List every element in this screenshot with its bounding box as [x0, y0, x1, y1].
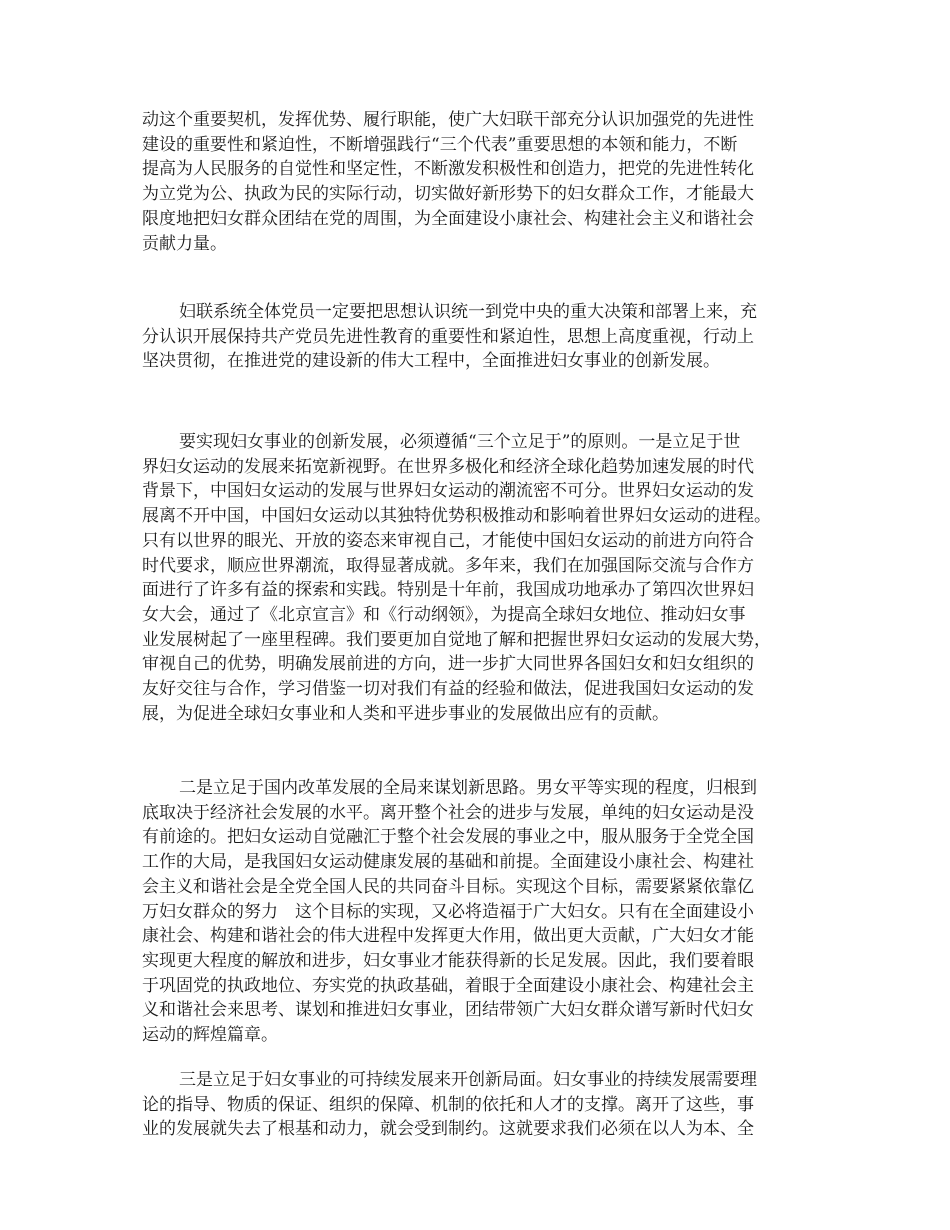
text-line: 义和谐社会来思考、谋划和推进妇女事业，团结带领广大妇女群众谱写新时代妇女	[142, 1000, 754, 1021]
text-line: 面进行了许多有益的探索和实践。特别是十年前，我国成功地承办了第四次世界妇	[142, 580, 754, 601]
text-line: 友好交往与合作，学习借鉴一切对我们有益的经验和做法，促进我国妇女运动的发	[142, 679, 754, 700]
text-line: 提高为人民服务的自觉性和坚定性，不断激发积极性和创造力，把党的先进性转化	[142, 159, 754, 180]
text-line: 业发展树起了一座里程碑。我们要更加自觉地了解和把握世界妇女运动的发展大势，	[142, 629, 771, 650]
paragraph-4	[142, 776, 822, 1048]
text-line: 审视自己的优势，明确发展前进的方向，进一步扩大同世界各国妇女和妇女组织的	[142, 654, 754, 675]
text-line: 只有以世界的眼光、开放的姿态来审视自己，才能使中国妇女运动的前进方向符合	[142, 530, 754, 551]
paragraph-3	[142, 430, 822, 726]
text-line: 业的发展就失去了根基和动力，就会受到制约。这就要求我们必须在以人为本、全	[142, 1119, 754, 1140]
text-line: 时代要求，顺应世界潮流，取得显著成就。多年来，我们在加强国际交流与合作方	[142, 555, 754, 576]
text-line: 底取决于经济社会发展的水平。离开整个社会的进步与发展，单纯的妇女运动是没	[142, 802, 754, 823]
text-line: 工作的大局，是我国妇女运动健康发展的基础和前提。全面建设小康社会、构建社	[142, 852, 754, 873]
text-line: 分认识开展保持共产党员先进性教育的重要性和紧迫性，思想上高度重视，行动上	[142, 326, 754, 347]
text-line: 界妇女运动的发展来拓宽新视野。在世界多极化和经济全球化趋势加速发展的时代	[142, 456, 754, 477]
paragraph-2	[142, 300, 822, 374]
text-line: 会主义和谐社会是全党全国人民的共同奋斗目标。实现这个目标，需要紧紧依靠亿	[142, 876, 754, 897]
text-line: 实现更大程度的解放和进步，妇女事业才能获得新的长足发展。因此，我们要着眼	[142, 950, 754, 971]
text-line: 于巩固党的执政地位、夯实党的执政基础，着眼于全面建设小康社会、构建社会主	[142, 975, 754, 996]
text-line: 万妇女群众的努力 这个目标的实现，又必将造福于广大妇女。只有在全面建设小	[142, 901, 754, 922]
paragraph-5	[142, 1068, 822, 1142]
text-line: 运动的辉煌篇章。	[142, 1025, 278, 1046]
text-line: 女大会，通过了《北京宣言》和《行动纲领》，为提高全球妇女地位、推动妇女事	[142, 604, 746, 625]
text-line: 限度地把妇女群众团结在党的周围，为全面建设小康社会、构建社会主义和谐社会	[142, 208, 754, 229]
text-line: 要实现妇女事业的创新发展，必须遵循“三个立足于”的原则。一是立足于世	[179, 432, 741, 452]
text-line: 动这个重要契机，发挥优势、履行职能，使广大妇联干部充分认识加强党的先进性	[142, 110, 754, 130]
text-line: 建设的重要性和紧迫性，不断增强践行“三个代表”重要思想的本领和能力，不断	[142, 134, 738, 155]
paragraph-1	[142, 108, 822, 256]
text-line: 二是立足于国内改革发展的全局来谋划新思路。男女平等实现的程度，归根到	[179, 778, 757, 798]
text-line: 论的指导、物质的保证、组织的保障、机制的依托和人才的支撑。离开了这些，事	[142, 1094, 754, 1115]
text-line: 背景下，中国妇女运动的发展与世界妇女运动的潮流密不可分。世界妇女运动的发	[142, 481, 754, 502]
text-line: 展离不开中国，中国妇女运动以其独特优势积极推动和影响着世界妇女运动的进程。	[142, 506, 771, 527]
text-line: 有前途的。把妇女运动自觉融汇于整个社会发展的事业之中，服从服务于全党全国	[142, 827, 754, 848]
text-line: 三是立足于妇女事业的可持续发展来开创新局面。妇女事业的持续发展需要理	[179, 1070, 757, 1090]
text-line: 康社会、构建和谐社会的伟大进程中发挥更大作用，做出更大贡献，广大妇女才能	[142, 926, 754, 947]
text-line: 贡献力量。	[142, 233, 227, 254]
text-line: 坚决贯彻，在推进党的建设新的伟大工程中，全面推进妇女事业的创新发展。	[142, 351, 720, 372]
text-line: 妇联系统全体党员一定要把思想认识统一到党中央的重大决策和部署上来，充	[179, 302, 757, 322]
text-line: 为立党为公、执政为民的实际行动，切实做好新形势下的妇女群众工作，才能最大	[142, 184, 754, 205]
text-line: 展，为促进全球妇女事业和人类和平进步事业的发展做出应有的贡献。	[142, 703, 669, 724]
